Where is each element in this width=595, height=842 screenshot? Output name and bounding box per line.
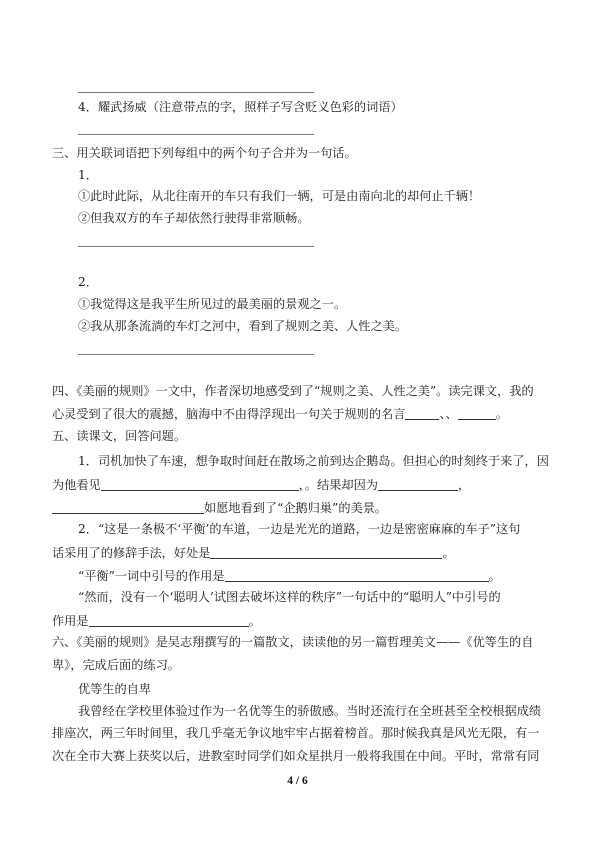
page-number: 4 / 6 bbox=[287, 775, 308, 787]
q5-1-line-2 bbox=[52, 477, 470, 494]
q5-2-text: “平衡”一词中引号的作用是 bbox=[78, 569, 225, 583]
answer-blank[interactable] bbox=[101, 477, 299, 491]
answer-blank[interactable] bbox=[378, 477, 458, 491]
q5-2-line-3 bbox=[78, 568, 501, 585]
answer-blank[interactable] bbox=[458, 406, 496, 420]
answer-line bbox=[78, 134, 314, 135]
answer-blank[interactable] bbox=[210, 545, 442, 559]
answer-line bbox=[78, 354, 314, 355]
section-4-line-2 bbox=[52, 406, 508, 423]
group-2-number: 2． bbox=[78, 275, 98, 289]
answer-blank[interactable] bbox=[225, 568, 489, 582]
q5-2-text: 作用是 bbox=[52, 614, 89, 628]
q3-item-4: 4．耀武扬威（注意带点的字，照样子写含贬义色彩的词语） bbox=[78, 100, 403, 114]
q5-1-line-3 bbox=[52, 500, 387, 517]
group-1-sentence-1: ①此时此际，从北往南开的车只有我们一辆，可是由南向北的却何止千辆！ bbox=[78, 189, 481, 203]
comma: ， bbox=[457, 478, 471, 492]
q5-2-text: 话采用了的修辞手法，好处是 bbox=[52, 546, 211, 560]
article-title: 优等生的自卑 bbox=[78, 682, 152, 696]
section-5-title: 五、读课文，回答问题。 bbox=[52, 429, 187, 443]
answer-line bbox=[78, 92, 314, 93]
answer-blank[interactable] bbox=[405, 406, 439, 420]
article-paragraph-line-2: 排座次，两三年时间里，我几乎毫无争议地牢牢占据着榜首。那时候我真是风光无限，有一 bbox=[52, 726, 540, 740]
group-1-sentence-2: ②但我双方的车子却依然行驶得非常顺畅。 bbox=[78, 211, 310, 225]
group-1-number: 1． bbox=[78, 168, 98, 182]
section-4-line-1: 四、《美丽的规则》一文中，作者深切地感受到了“规则之美、人性之美”。读完课文，我的 bbox=[52, 384, 534, 398]
article-paragraph-line-1: 我曾经在学校里体验过作为一名优等生的骄傲感。当时还流行在全班甚至全校根据成绩 bbox=[78, 704, 542, 718]
answer-blank[interactable] bbox=[52, 500, 204, 514]
q5-1-text: 。结果却因为 bbox=[304, 478, 378, 492]
section-4-text: 心灵受到了很大的震撼，脑海中不由得浮现出一句关于规则的名言 bbox=[52, 407, 406, 421]
period: 。 bbox=[495, 407, 508, 421]
q5-2-line-4: “然而，没有一个‘聪明人’试图去破坏这样的秩序”一句话中的“聪明人”中引号的 bbox=[78, 590, 501, 604]
article-paragraph-line-3: 次在全市大赛上获奖以后，进教室时同学们如众星拱月一般将我围在中间。平时，常常有同 bbox=[52, 749, 540, 763]
section-3-title: 三、用关联词语把下列每组中的两个句子合并为一句话。 bbox=[52, 146, 357, 160]
q5-2-line-2 bbox=[52, 545, 455, 562]
answer-line bbox=[78, 246, 314, 247]
section-6-line-2: 卑》，完成后面的练习。 bbox=[52, 658, 180, 672]
period: 。 bbox=[248, 614, 261, 628]
q5-1-text: 为他看见 bbox=[52, 478, 101, 492]
period: 。 bbox=[442, 546, 455, 560]
q5-2-line-1: 2．“这是一条极不‘平衡’的车道，一边是光光的道路，一边是密密麻麻的车子”这句 bbox=[78, 522, 521, 536]
q5-1-text: 如愿地看到了“企鹅归巢”的美景。 bbox=[204, 501, 388, 515]
separator: 、、 bbox=[439, 407, 458, 421]
answer-blank[interactable] bbox=[89, 613, 249, 627]
comma: ， bbox=[298, 478, 305, 492]
q5-2-line-5 bbox=[52, 613, 261, 630]
group-2-sentence-1: ①我觉得这是我平生所见过的最美丽的景观之一。 bbox=[78, 297, 347, 311]
period: 。 bbox=[488, 569, 501, 583]
group-2-sentence-2: ②我从那条流淌的车灯之河中，看到了规则之美、人性之美。 bbox=[78, 319, 408, 333]
q5-1-line-1: 1．司机加快了车速，想争取时间赶在散场之前到达企鹅岛。但担心的时刻终于来了，因 bbox=[78, 454, 549, 468]
section-6-line-1: 六、《美丽的规则》是吴志翔撰写的一篇散文，读读他的另一篇哲理美文——《优等生的自 bbox=[52, 635, 534, 649]
